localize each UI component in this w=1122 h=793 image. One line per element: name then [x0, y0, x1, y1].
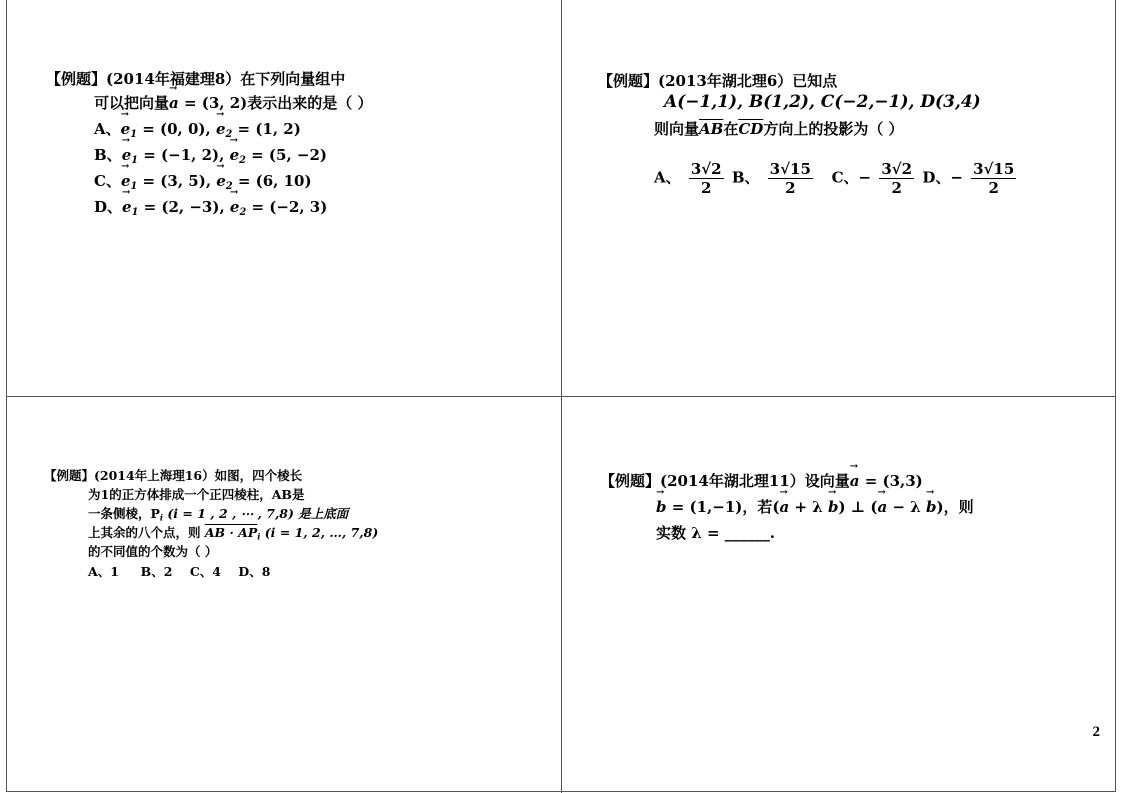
- slide4-line1: [656, 496, 974, 517]
- q-post: 方向上的投影为（ ）: [763, 120, 904, 138]
- option-d-label: D、−: [922, 168, 963, 187]
- q-pre: 则向量: [654, 120, 700, 138]
- vector-e1: → $e_1$: [121, 120, 137, 140]
- slide4-title-text: 【例题】(2014年湖北理11）设向量: [600, 472, 850, 490]
- vector-a: → a: [850, 472, 860, 490]
- slide2-options: [654, 160, 1019, 197]
- line1-b: + λ: [789, 498, 828, 516]
- slide2-question: [654, 118, 904, 139]
- vector-b: → b: [926, 498, 937, 516]
- option-c-text2: = (6, 10): [232, 172, 312, 190]
- slide2-title: 【例题】(2013年湖北理6）已知点: [598, 72, 838, 90]
- option-b-label: B、: [94, 146, 122, 164]
- vector-e2: → $e_2$: [216, 172, 232, 192]
- slide1-title: 【例题】(2014年福建理8）在下列向量组中: [46, 70, 346, 88]
- option-b-label: B、: [731, 168, 760, 187]
- vector-a: → a: [169, 94, 179, 112]
- slide1-q1: 可以把向量: [94, 94, 170, 112]
- vector-ab: $\overline{AB}$: [699, 120, 724, 138]
- slide3-line3: [88, 523, 378, 541]
- sub-i: i: [257, 531, 261, 542]
- slide3-title: 【例题】(2014年上海理16）如图，四个棱长: [44, 468, 303, 483]
- slide3-line1: 为1的正方体排成一个正四棱柱，AB是: [88, 487, 305, 502]
- vector-e2: → $e_2$: [216, 120, 232, 140]
- vector-e2: → $e_2$: [230, 198, 246, 218]
- line2-b: (i = 1 , 2 , ⋯ , 7,8) 是上底面: [163, 506, 349, 521]
- slide1-question: [94, 92, 373, 113]
- line2-a: 一条侧棱，P: [88, 506, 160, 521]
- q-mid: 在: [723, 120, 739, 138]
- slide4-title-b: = (3,3): [859, 472, 923, 490]
- option-c-label: C、−: [831, 168, 872, 187]
- vertical-divider: [561, 0, 562, 793]
- option-a-fraction: [689, 160, 724, 197]
- vector-e1: → $e_1$: [121, 172, 137, 192]
- slide1-q2: = (3, 2)表示出来的是（ ）: [178, 94, 373, 112]
- slide3-options: A、1 B、2 C、4 D、8: [88, 564, 271, 579]
- option-a-label: A、: [654, 168, 681, 187]
- option-b-fraction: [768, 160, 813, 197]
- line3-c: (i = 1, 2, …, 7,8): [260, 525, 379, 540]
- option-c-label: C、: [94, 172, 121, 190]
- option-c-denominator: 2: [891, 179, 902, 197]
- option-a-numerator: 3√2: [690, 160, 722, 178]
- vector-cd: $\overline{CD}$: [738, 120, 764, 138]
- page-number: 2: [1092, 724, 1100, 740]
- line1-a: = (1,−1)，若(: [666, 498, 780, 516]
- option-d-label: D、: [94, 198, 123, 216]
- slide2-points: A(−1,1), B(1,2), C(−2,−1), D(3,4): [664, 92, 981, 112]
- vector-a: → a: [878, 498, 888, 516]
- line3-a: 上其余的八个点，则: [88, 525, 205, 540]
- vector-e1: → $e_1$: [122, 198, 138, 218]
- vector-e2: → $e_2$: [230, 146, 246, 166]
- slide3-line2: [88, 504, 348, 522]
- option-c-fraction: [879, 160, 914, 197]
- line1-d: − λ: [887, 498, 927, 516]
- option-d-text2: = (−2, 3): [246, 198, 328, 216]
- slide1-option-d: [94, 196, 327, 218]
- option-b-denominator: 2: [785, 179, 796, 197]
- option-c-text: = (3, 5),: [137, 172, 217, 190]
- option-a-denominator: 2: [701, 179, 712, 197]
- option-a-text: = (0, 0),: [136, 120, 216, 138]
- line1-c: ) ⊥ (: [838, 498, 878, 516]
- option-c-numerator: 3√2: [881, 160, 913, 178]
- option-d-numerator: 3√15: [973, 160, 1015, 178]
- option-b-text2: = (5, −2): [245, 146, 328, 164]
- option-b-numerator: 3√15: [769, 160, 811, 178]
- vector-a: → a: [779, 498, 789, 516]
- option-d-text: = (2, −3),: [138, 198, 230, 216]
- vector-b: → b: [828, 498, 839, 516]
- dot-product: AB · AP: [204, 525, 258, 540]
- slide3-line4: 的不同值的个数为（ ）: [88, 544, 218, 559]
- option-b-text: = (−1, 2),: [138, 146, 230, 164]
- line1-e: )，则: [936, 498, 974, 516]
- slide4-title: [600, 470, 923, 491]
- vector-e1: → $e_1$: [122, 146, 138, 166]
- vector-b: → b: [656, 498, 667, 516]
- option-d-denominator: 2: [988, 179, 999, 197]
- slide4-line2: 实数 λ = ______.: [656, 524, 775, 542]
- option-d-fraction: [971, 160, 1016, 197]
- sub-i: i: [159, 512, 163, 523]
- option-a-text2: = (1, 2): [232, 120, 301, 138]
- option-a-label: A、: [94, 120, 121, 138]
